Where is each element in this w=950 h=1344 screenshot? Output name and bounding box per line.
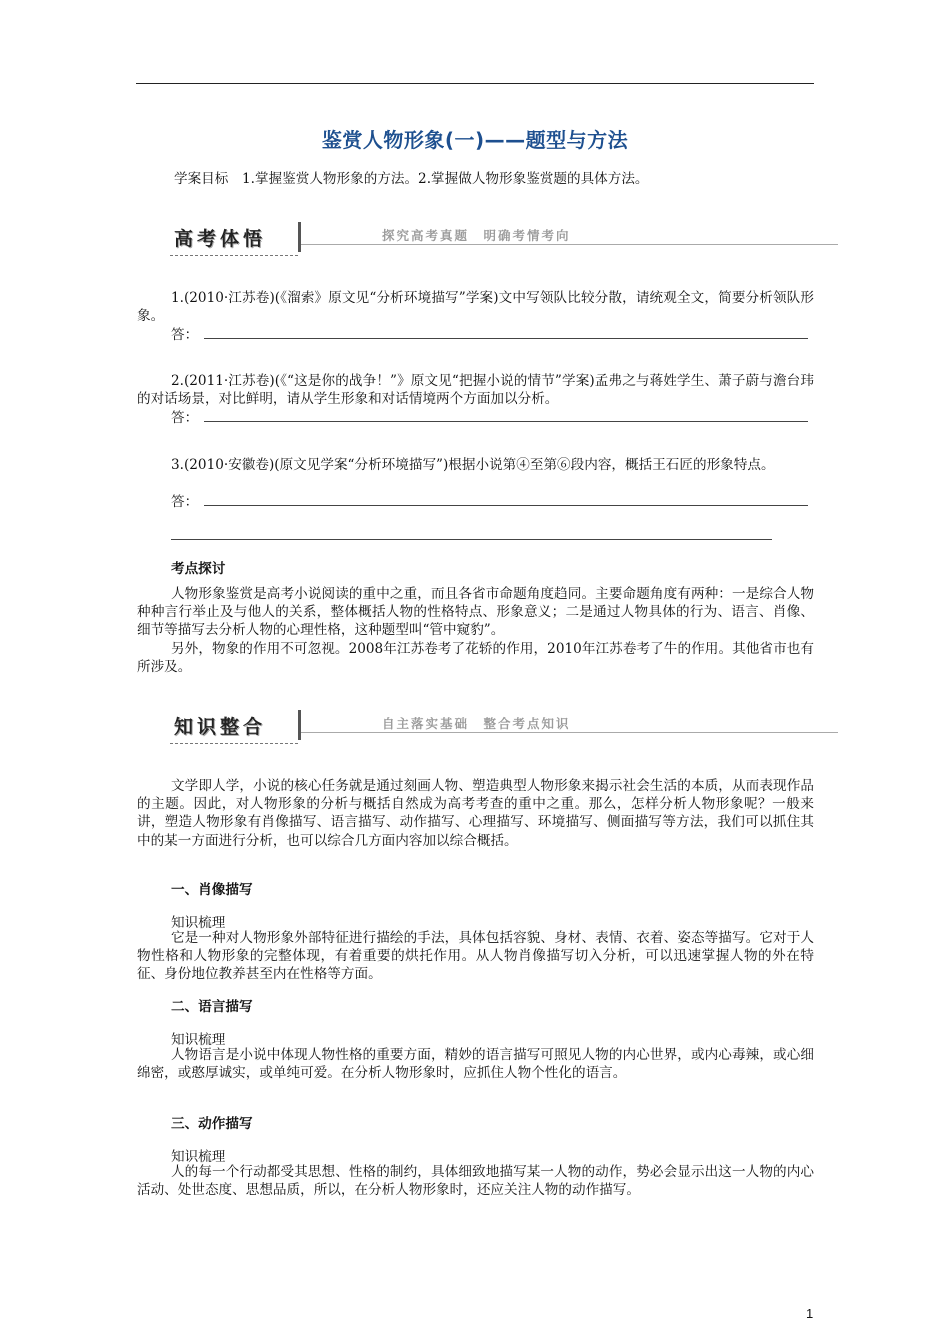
banner-underline	[170, 743, 298, 744]
page-number: 1	[806, 1306, 814, 1321]
question-2: 2.(2011·江苏卷)(《“这是你的战争！”》原文见“把握小说的情节”学案)孟弗之与蒋姓学生、萧子蔚与澹台玮的对话场景，对比鲜明，请从学生形象和对话情境两个方面加以分析。	[137, 373, 814, 408]
section-heading-kaodian: 考点探讨	[171, 561, 226, 577]
answer-line	[204, 338, 808, 339]
section-heading: 一、肖像描写	[171, 882, 253, 898]
answer-line	[204, 505, 808, 506]
banner-underline	[170, 255, 298, 256]
answer-line	[204, 421, 808, 422]
banner-title: 高考体悟	[174, 228, 267, 250]
page-title: 鉴赏人物形象(一)——题型与方法	[321, 128, 629, 152]
section-paragraph: 它是一种对人物形象外部特征进行描绘的手法，具体包括容貌、身材、表情、衣着、姿态等描写。它对于人物性格和人物形象的完整体现，有着重要的烘托作用。从人物肖像描写切入分析，可以迅速掌握人物的外在特征、身份地位教养甚至内在性格等方面。	[137, 930, 814, 983]
banner-subtitle: 自主落实基础 整合考点知识	[382, 716, 571, 731]
banner-title: 知识整合	[174, 716, 267, 738]
section-paragraph: 人的每一个行动都受其思想、性格的制约，具体细致地描写某一人物的动作，势必会显示出这一人物的内心活动、处世态度、思想品质，所以，在分析人物形象时，还应关注人物的动作描写。	[137, 1164, 814, 1199]
section-heading: 三、动作描写	[171, 1116, 253, 1132]
section-heading: 二、语言描写	[171, 999, 253, 1015]
answer-label: 答：	[171, 327, 199, 343]
banner-divider	[298, 710, 301, 740]
answer-label: 答：	[171, 494, 199, 510]
banner-divider	[298, 222, 301, 252]
section-paragraph: 人物语言是小说中体现人物性格的重要方面，精妙的语言描写可照见人物的内心世界，或内心毒辣，或心细绵密，或憨厚诚实，或单纯可爱。在分析人物形象时，应抓住人物个性化的语言。	[137, 1047, 814, 1082]
header-rule	[136, 83, 814, 84]
banner-rule	[301, 244, 838, 245]
answer-label: 答：	[171, 410, 199, 426]
banner-rule	[301, 732, 838, 733]
banner-zhishi-zhenghe	[170, 710, 838, 744]
intro-paragraph: 文学即人学，小说的核心任务就是通过刻画人物、塑造典型人物形象来揭示社会生活的本质，从而表现作品的主题。因此，对人物形象的分析与概括自然成为高考考查的重中之重。那么，怎样分析人物形象呢？一般来讲，塑造人物形象有肖像描写、语言描写、动作描写、心理描写、环境描写、侧面描写等方法，我们可以抓住其中的某一方面进行分析，也可以综合几方面内容加以综合概括。	[137, 778, 814, 849]
study-goal: 学案目标 1.掌握鉴赏人物形象的方法。2.掌握做人物形象鉴赏题的具体方法。	[174, 171, 649, 187]
question-1: 1.(2010·江苏卷)(《溜索》原文见“分析环境描写”学案)文中写领队比较分散，请统观全文，简要分析领队形象。	[137, 290, 814, 325]
section-label: 知识梳理	[171, 1149, 226, 1165]
banner-subtitle: 探究高考真题 明确考情考向	[382, 228, 571, 243]
banner-gaokao-tiwu	[170, 222, 838, 256]
section-label: 知识梳理	[171, 915, 226, 931]
kaodian-paragraph-2: 另外，物象的作用不可忽视。2008年江苏卷考了花轿的作用，2010年江苏卷考了牛的作用。其他省市也有所涉及。	[137, 641, 814, 676]
answer-continuation-line	[171, 539, 772, 540]
kaodian-paragraph-1: 人物形象鉴赏是高考小说阅读的重中之重，而且各省市命题角度趋同。主要命题角度有两种：一是综合人物种种言行举止及与他人的关系，整体概括人物的性格特点、形象意义；二是通过人物具体的行为、语言、肖像、细节等描写去分析人物的心理性格，这种题型叫“管中窥豹”。	[137, 586, 814, 639]
question-3: 3.(2010·安徽卷)(原文见学案“分析环境描写”)根据小说第④至第⑥段内容，概括王石匠的形象特点。	[171, 457, 775, 473]
section-label: 知识梳理	[171, 1032, 226, 1048]
